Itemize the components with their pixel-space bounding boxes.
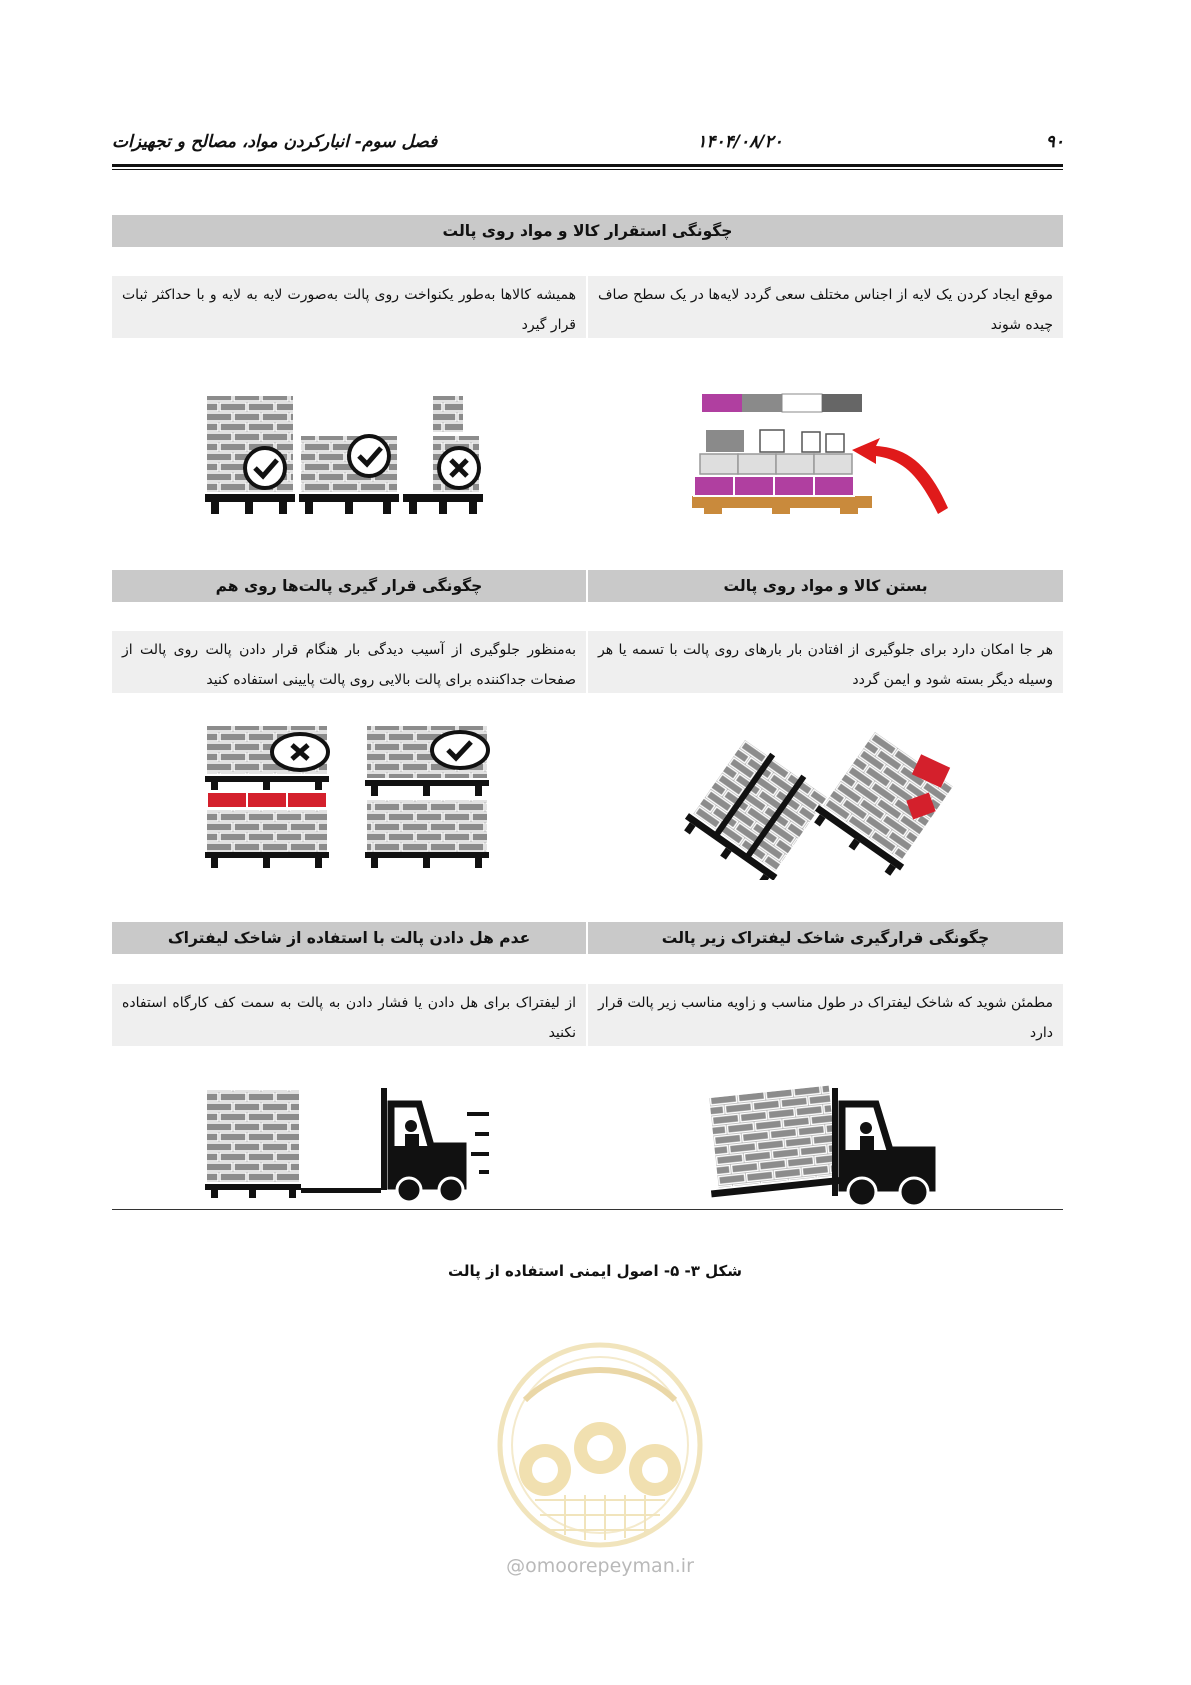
- watermark-text: @omoorepeyman.ir: [506, 1555, 694, 1577]
- check-icon: [349, 436, 389, 476]
- header-rule: [112, 164, 1063, 167]
- uneven-layer-illustration: [680, 378, 980, 518]
- check-icon: [432, 732, 488, 768]
- section2-left-title: چگونگی قرار گیری پالت‌ها روی هم: [112, 570, 586, 602]
- section2-right-title: بستن کالا و مواد روی پالت: [588, 570, 1063, 602]
- forklift-icon: [301, 1088, 489, 1202]
- section1-left-text: همیشه کالاها به‌طور یکنواخت روی پالت به‌صورت لایه به لایه و با حداکثر ثبات قرار گیرد: [112, 276, 586, 338]
- section3-left-text: از لیفتراک برای هل دادن یا فشار دادن به پالت به سمت کف کارگاه استفاده نکنید: [112, 984, 586, 1046]
- cross-icon: [272, 734, 328, 770]
- strapped-load-illustration: [675, 720, 975, 880]
- page-number: ۹۰: [1045, 132, 1064, 152]
- section2-right-text: هر جا امکان دارد برای جلوگیری از افتادن بار بارهای روی پالت با تسمه یا هر وسیله دیگر بسته شود و ایمن گردد: [588, 631, 1063, 693]
- header-date: ۱۴۰۴/۰۸/۲۰: [697, 132, 783, 152]
- header-rule-thin: [112, 169, 1063, 170]
- section1-title: چگونگی استقرار کالا و مواد روی پالت: [112, 215, 1063, 247]
- section3-right-title: چگونگی قرارگیری شاخک لیفتراک زیر پالت: [588, 922, 1063, 954]
- forklift-icon: [832, 1088, 932, 1206]
- section3-right-text: مطمئن شوید که شاخک لیفتراک در طول مناسب و زاویه مناسب زیر پالت قرار دارد: [588, 984, 1063, 1046]
- section1-right-text: موقع ایجاد کردن یک لایه از اجناس مختلف سعی گردد لایه‌ها در یک سطح صاف چیده شوند: [588, 276, 1063, 338]
- check-icon: [245, 448, 285, 488]
- section3-left-title: عدم هل دادن پالت با استفاده از شاخک لیفتراک: [112, 922, 586, 954]
- stacked-pallets-illustration: [205, 722, 505, 872]
- section2-left-text: به‌منظور جلوگیری از آسیب دیدگی بار هنگام قرار دادن پالت روی پالت از صفحات جداکننده برای پالت بالایی روی پالت پایینی استفاده کنید: [112, 631, 586, 693]
- forklift-under-pallet-illustration: [700, 1080, 950, 1210]
- forklift-pushing-illustration: [205, 1082, 505, 1202]
- figure-caption: شکل ۳- ۵- اصول ایمنی استفاده از پالت: [448, 1262, 742, 1280]
- chapter-title: فصل سوم- انبارکردن مواد، مصالح و تجهیزات: [112, 132, 438, 152]
- layer-stability-illustration: [205, 392, 505, 522]
- figure-bottom-rule: [112, 1209, 1063, 1210]
- cross-icon: [439, 448, 479, 488]
